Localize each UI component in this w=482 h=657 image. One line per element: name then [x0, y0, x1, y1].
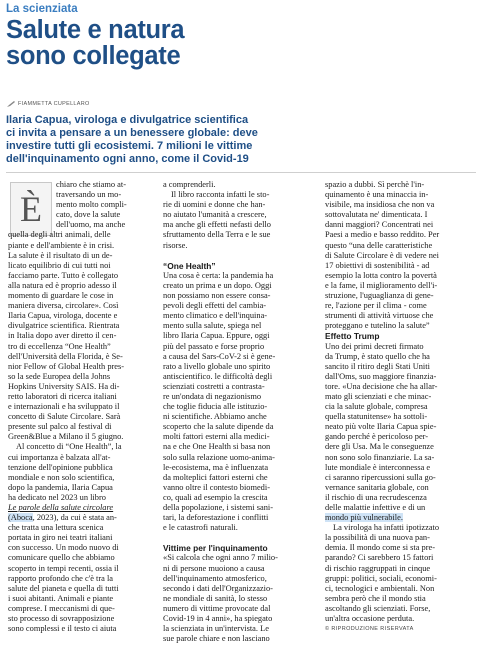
text-line: ha dedicato nel 2023 un libro — [8, 492, 106, 502]
text-line: della popolazione, i sistemi sani- — [163, 503, 274, 512]
text-column-2 — [163, 180, 315, 644]
text-line: scoperto in tempi recenti, ossia il — [8, 563, 119, 573]
text-line: lute mondiale è interconnessa e — [325, 462, 431, 472]
text-line: sue parole chiare e non lasciano — [163, 634, 270, 644]
text-column-3 — [325, 180, 479, 634]
text-line: rato a livello globale uno spirito — [163, 361, 271, 371]
text-line: rie di uomini e donne che han- — [163, 200, 266, 210]
article-deck — [6, 114, 478, 166]
text-line: (Aboca, 2023), da cui è stata an- — [8, 513, 117, 523]
text-line: traversando un mo- — [56, 190, 122, 200]
headline-line-1: Salute e natura — [6, 16, 185, 44]
text-line: Al concetto di “One Health”, la — [16, 442, 122, 452]
text-line: sancito il ritiro degli Stati Uniti — [325, 361, 430, 371]
text-line: Una cosa è certa: la pandemia ha — [163, 270, 274, 280]
text-line: ni di persone muoiono a causa — [163, 563, 265, 573]
text-line: strumenti di attività virtuose che — [325, 311, 434, 321]
text-line: «Si calcola che ogni anno 7 milio- — [163, 553, 278, 563]
section-subheading: Vittime per l'inquinamento — [163, 543, 268, 554]
text-line: in Italia dopo aver diretto il cen- — [8, 331, 117, 341]
text-line: numero di vittime provocate dal — [163, 603, 271, 613]
text-line: Uno dei primi decreti firmato — [325, 341, 424, 351]
text-line: portata in giro nei teatri italiani — [8, 533, 113, 543]
text-line: mondiale e non solo scientifica, — [8, 472, 115, 482]
text-line: con successo. Un modo nuovo di — [8, 543, 119, 553]
text-line: sono complessi e il testo ci aiuta — [8, 624, 117, 634]
text-line: gruppi: politici, sociali, economi- — [325, 573, 437, 583]
text-line: Ilaria Capua, virologa, docente e — [8, 311, 118, 321]
text-line: tro di eccellenza “One Health” — [8, 341, 111, 351]
text-line: dell'Università della Florida, è Se- — [8, 351, 123, 361]
text-line: e la fame, il miglioramento dell'i- — [325, 280, 438, 290]
text-line: e le catastrofi naturali. — [163, 523, 238, 533]
text-line: vernance sanitaria globale, con — [325, 482, 429, 492]
headline-line-2: sono collegate — [6, 42, 181, 70]
text-line: na e che One Health si basa non — [163, 442, 271, 452]
text-line: quella statunitense» ha sottoli- — [325, 412, 428, 422]
text-line: la possibilità di una nuova pan- — [325, 533, 430, 543]
copyright-notice: © RIPRODUZIONE RISERVATA — [325, 626, 414, 633]
text-line: Covid-19 in 4 anni», ha spiegato — [163, 614, 273, 624]
text-line: tenzione dell'opinione pubblica — [8, 462, 113, 472]
text-line: 17 obiettivi di sostenibilità - ad — [325, 260, 430, 270]
text-line: a causa del Sars-CoV-2 si è gene- — [163, 351, 276, 361]
text-line: ascoltando gli scienziati. Forse, — [325, 603, 431, 613]
text-line: Le parole della salute circolare — [8, 503, 114, 512]
text-line: i suoi abitanti. Animali e piante — [8, 593, 114, 603]
text-line: ci saranno ripercussioni sulla go- — [325, 472, 436, 482]
text-line: le-ecosistema, ma è influenzata — [163, 462, 269, 472]
text-line: visibile, ma insidiosa che non va — [325, 200, 435, 210]
text-line: so la sede Europea della Johns — [8, 371, 111, 381]
text-line: danni maggiori? Concentrati nei — [325, 220, 434, 230]
text-line: che toglie fiducia alle istituzio- — [163, 402, 268, 412]
text-line: sembra però che il mondo stia — [325, 593, 426, 603]
text-line: concetto di Salute Circolare. Sarà — [8, 412, 121, 422]
text-line: un'altra occasione perduta. — [325, 614, 415, 624]
text-line: sto processo di sovrapposizione — [8, 614, 115, 624]
text-line: quinamento è una minaccia in- — [325, 190, 429, 200]
text-line: secondo i dati dell'Organizzazio- — [163, 583, 273, 593]
text-line: dall'Oms, suo maggiore finanzia- — [325, 371, 437, 381]
deck-line: ci invita a pensare a un benessere globale: deve — [6, 127, 258, 139]
section-subheading: Effetto Trump — [325, 331, 380, 342]
text-line: di Salute Circolare è di vedere nei — [325, 250, 439, 260]
dropcap-letter: È — [20, 189, 42, 229]
text-line: salute del pianeta e quella di tutti — [8, 583, 119, 593]
text-line: Green&Blue a Milano il 5 giugno. — [8, 432, 124, 442]
text-line: maniera diversa, circolare». Così — [8, 301, 119, 311]
text-line: Il libro racconta infatti le sto- — [171, 190, 270, 200]
text-line: re un'ondata di negazionismo — [163, 391, 262, 401]
text-line: questo “una delle caratteristiche — [325, 240, 433, 250]
text-line: tore. «Una decisione che ha allar- — [325, 381, 438, 391]
section-kicker: La scienziata — [6, 3, 78, 15]
section-subheading: “One Health” — [163, 260, 216, 271]
text-line: dere gli Usa. Ma le conseguenze — [325, 442, 434, 452]
text-line: quella degli altri animali, delle — [8, 230, 111, 240]
text-line: che tratta una lettura scenica — [8, 523, 104, 533]
text-line: dell'uomo, ma anche — [56, 220, 126, 230]
text-line: ma anche gli effetti nefasti dello — [163, 220, 271, 230]
text-line: risorse. — [163, 240, 188, 250]
pen-icon — [7, 101, 15, 107]
text-line: scienziati costretti a contrasta- — [163, 381, 265, 391]
text-line: più del passato e forse proprio — [163, 341, 265, 351]
text-line: ci, tecnologici e ambientali. Non — [325, 583, 435, 593]
text-line: il rischio di una recrudescenza — [325, 492, 427, 502]
divider — [6, 172, 476, 173]
text-line: La salute è il risultato di un de- — [8, 250, 113, 260]
text-line: ni scientifiche. Abbiamo anche — [163, 412, 267, 422]
text-column-1 — [8, 180, 148, 634]
text-line: mento molto compli- — [56, 200, 127, 210]
text-line: chiaro che stiamo at- — [56, 180, 126, 189]
text-line: facciamo parte. Tutto è collegato — [8, 270, 119, 280]
text-line: cato, dove la salute — [56, 210, 121, 220]
text-line: mato gli scienziati e che minac- — [325, 391, 432, 401]
text-line: presente sul palco al festival di — [8, 422, 112, 432]
text-line: Hopkins University SAIS. Ha di- — [8, 381, 120, 391]
text-line: ne mondiale di sanità, lo stesso — [163, 593, 268, 603]
byline — [7, 101, 90, 107]
text-line: comunicare quello che abbiamo — [8, 553, 115, 563]
text-line: co, quali ad esempio la crescita — [163, 492, 268, 502]
text-line: sfruttamento della Terra e le sue — [163, 230, 271, 240]
text-line: molti fattori esterni alla medici- — [163, 432, 270, 442]
text-line: e internazionali e ha sviluppato il — [8, 402, 120, 412]
paragraph-gap — [163, 533, 315, 543]
text-line: momento di guardare le cose in — [8, 291, 114, 301]
text-line: nior Fellow of Global Health pres- — [8, 361, 125, 371]
text-line: retto laboratori di ricerca italiani — [8, 391, 117, 401]
text-line: cui importanza è balzata all'at- — [8, 452, 111, 462]
text-line: mento sulla salute, spiega nel — [163, 321, 262, 331]
text-line: esempio la lotta contro la povertà — [325, 270, 437, 280]
text-line: a comprenderli. — [163, 180, 216, 189]
text-line: cia la salute globale, compresa — [325, 402, 428, 412]
text-line: di rischio raggruppati in cinque — [325, 563, 431, 573]
text-line: proteggano e tutelino la salute” — [325, 321, 430, 331]
text-line: neato più volte Ilaria Capua spie- — [325, 422, 437, 432]
text-line: da Trump, è stato quello che ha — [325, 351, 430, 361]
deck-line: Ilaria Capua, virologa e divulgatrice scientifica — [6, 114, 249, 126]
text-line: delle malattie infettive e di un — [325, 503, 426, 512]
text-line: sottovalutata ne' dimenticata. I — [325, 210, 428, 220]
text-line: tari, la deforestazione i conflitti — [163, 513, 269, 523]
text-line: struzione, l'uguaglianza di gene- — [325, 291, 434, 301]
text-line: libro Ilaria Capua. Eppure, oggi — [163, 331, 270, 341]
text-line: da molteplici fattori esterni che — [163, 472, 268, 482]
byline-author: FIAMMETTA CUPELLARO — [18, 101, 90, 107]
text-line: re, l'azione per il clima - come — [325, 301, 427, 311]
text-line: mondo più vulnerabile. — [325, 513, 403, 523]
text-line: mento climatico e dell'inquina- — [163, 311, 268, 321]
text-line: scoperto che la salute dipende da — [163, 422, 274, 432]
text-line: spazio a dubbi. Sì perchè l'in- — [325, 180, 425, 189]
deck-line: investire tutti gli ecosistemi. 7 milioni le vittime — [6, 140, 253, 152]
text-line: La virologa ha infatti ipotizzato — [333, 523, 440, 533]
text-line: Paesi a medio e basso reddito. Per — [325, 230, 440, 240]
text-line: divulgatrice scientifica. Rientrata — [8, 321, 120, 331]
text-line: comprese. I meccanismi di que- — [8, 603, 115, 613]
text-line: licato equilibrio di cui tutti noi — [8, 260, 111, 270]
text-line: gando perché è pericoloso per- — [325, 432, 429, 442]
text-line: solo sulla relazione uomo-anima- — [163, 452, 275, 462]
paragraph-gap — [163, 251, 315, 261]
text-line: antiscientifico. le difficoltà degli — [163, 371, 273, 381]
headline — [6, 17, 476, 69]
text-line: alla natura ed è proprio adesso il — [8, 280, 117, 290]
text-line: non sono solo finanziarie. La sa- — [325, 452, 435, 462]
text-line: dell'inquinamento atmosferico, — [163, 573, 267, 583]
text-line: piante e dell'ambiente è in crisi. — [8, 240, 115, 250]
text-line: creato un prima e un dopo. Oggi — [163, 280, 272, 290]
text-line: rapporto profondo che c'è tra la — [8, 573, 113, 583]
text-line: parando? Ci sarebbero 15 fattori — [325, 553, 434, 563]
text-line: vanno oltre il contesto biomedi- — [163, 482, 270, 492]
text-line: pevoli degli effetti del cambia- — [163, 301, 267, 311]
text-line: la scienziata in un'intervista. Le — [163, 624, 269, 634]
text-line: no aiutato l'umanità a crescere, — [163, 210, 267, 220]
text-line: non possiamo non essere consa- — [163, 291, 271, 301]
text-line: demia. Il mondo come si sta pre- — [325, 543, 436, 553]
deck-line: dell'inquinamento ogni anno, come il Covid-19 — [6, 153, 249, 165]
text-line: dopo la pandemia, Ilaria Capua — [8, 482, 113, 492]
